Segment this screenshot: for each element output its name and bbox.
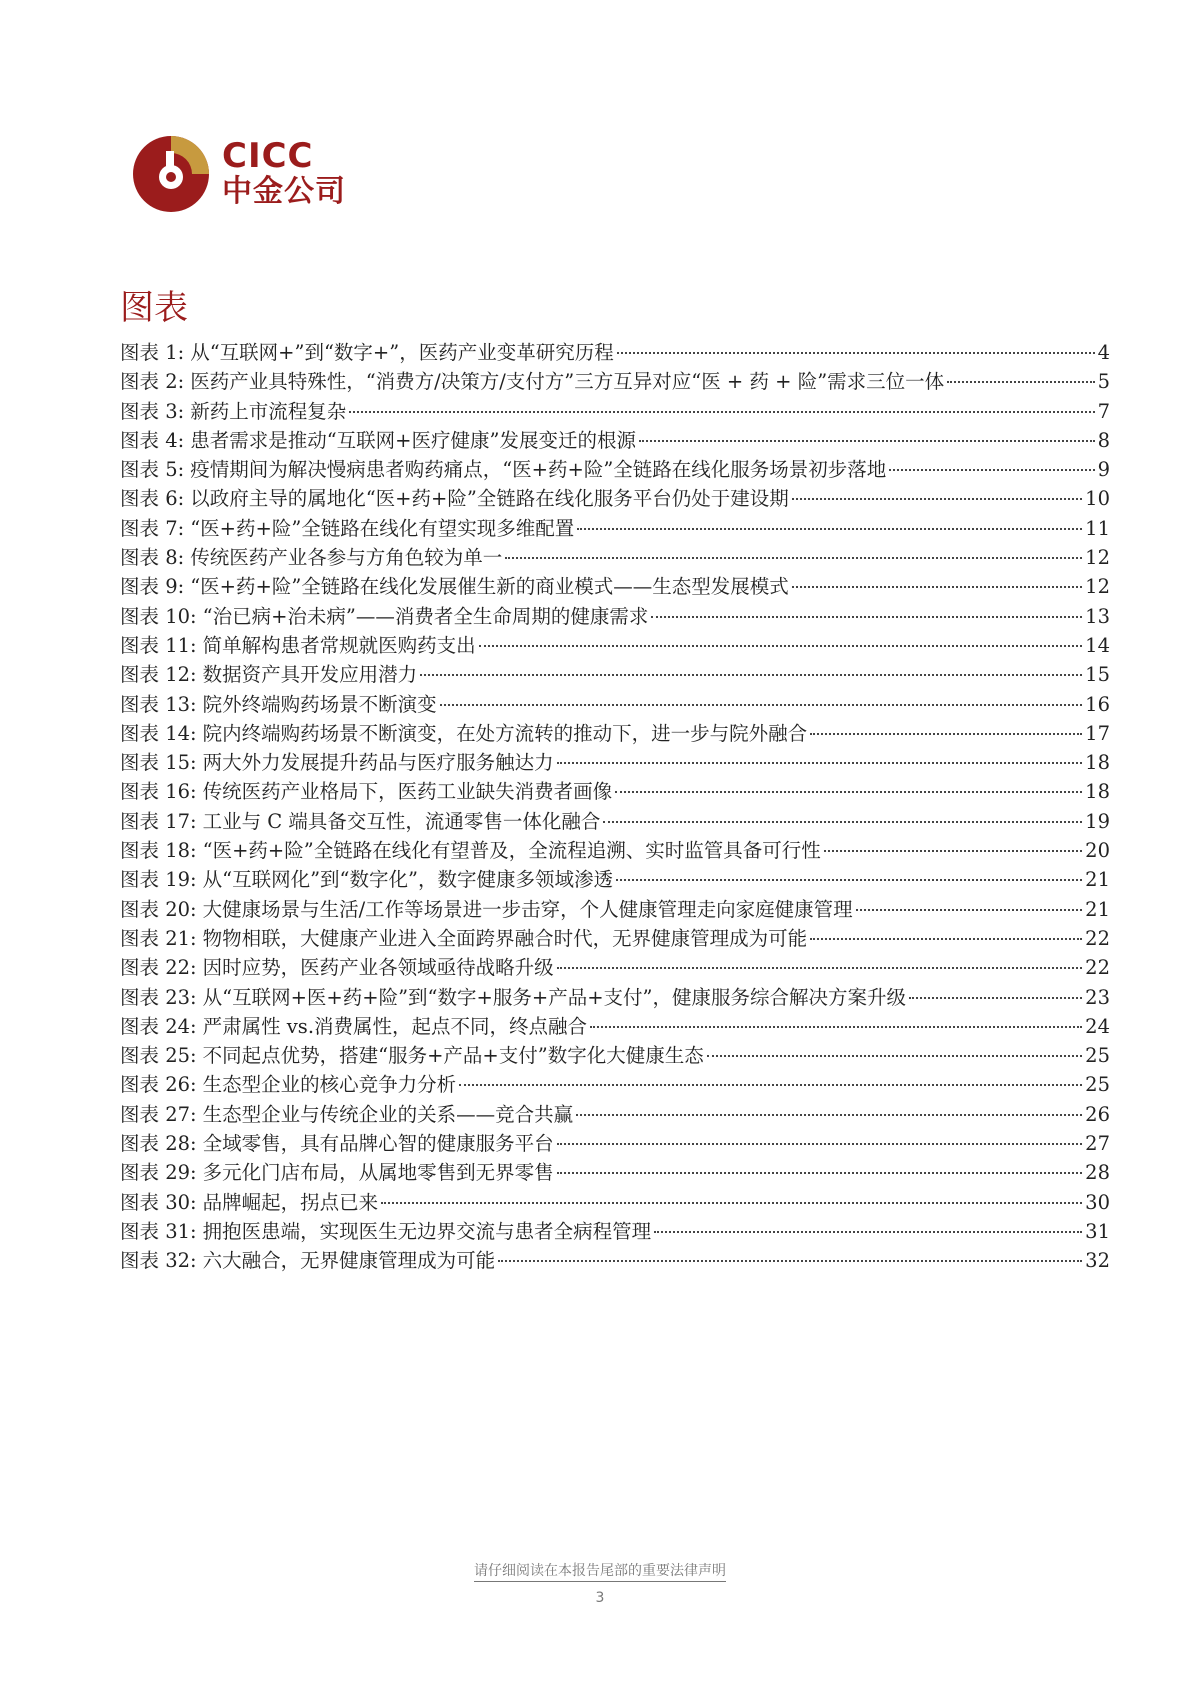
toc-entry-label: 图表 9:	[120, 575, 185, 599]
toc-entry-label: 图表 28:	[120, 1132, 197, 1156]
toc-entry-title: 多元化门店布局，从属地零售到无界零售	[202, 1161, 554, 1185]
toc-dot-leader	[707, 1055, 1082, 1057]
toc-entry-label: 图表 29:	[120, 1161, 197, 1185]
toc-entry-page: 21	[1085, 897, 1110, 921]
toc-entry-page: 10	[1085, 487, 1110, 511]
toc-entry-label: 图表 23:	[120, 985, 197, 1009]
toc-entry-title: 从“互联网+”到“数字+”，医药产业变革研究历程	[190, 341, 614, 364]
toc-entry-title: 不同起点优势，搭建“服务+产品+支付”数字化大健康生态	[202, 1044, 704, 1068]
toc-entry-page: 26	[1085, 1102, 1110, 1126]
page-number: 3	[595, 1590, 605, 1606]
toc-entry-page: 7	[1097, 399, 1110, 423]
toc-entry-page: 15	[1085, 663, 1110, 687]
toc-dot-leader	[440, 704, 1083, 706]
toc-dot-leader	[810, 733, 1082, 735]
toc-entry[interactable]	[120, 953, 1110, 982]
toc-entry-label: 图表 1:	[120, 341, 185, 364]
toc-entry-page: 25	[1085, 1073, 1110, 1097]
legal-disclaimer-note: 请仔细阅读在本报告尾部的重要法律声明	[474, 1560, 726, 1582]
toc-dot-leader	[557, 967, 1083, 969]
toc-entry-page: 30	[1085, 1190, 1110, 1214]
toc-entry[interactable]	[120, 1041, 1110, 1070]
toc-dot-leader	[617, 352, 1095, 354]
toc-entry-label: 图表 21:	[120, 926, 197, 950]
toc-dot-leader	[889, 469, 1094, 471]
toc-dot-leader	[479, 645, 1083, 647]
toc-entry-label: 图表 22:	[120, 956, 197, 980]
toc-entry-page: 18	[1085, 751, 1110, 775]
toc-entry-page: 23	[1085, 985, 1110, 1009]
toc-entry-label: 图表 10:	[120, 604, 197, 628]
toc-entry-title: 严肃属性 vs.消费属性，起点不同，终点融合	[202, 1014, 588, 1038]
toc-entry-page: 32	[1085, 1249, 1110, 1273]
toc-entry-page: 17	[1085, 721, 1110, 745]
toc-entry-title: 因时应势，医药产业各领域亟待战略升级	[202, 956, 554, 980]
toc-entry-page: 5	[1097, 370, 1110, 394]
toc-dot-leader	[349, 411, 1094, 413]
toc-entry-label: 图表 19:	[120, 868, 197, 892]
toc-entry[interactable]	[120, 983, 1110, 1012]
toc-entry[interactable]	[120, 426, 1110, 455]
toc-entry-title: 生态型企业与传统企业的关系——竞合共赢	[202, 1102, 574, 1126]
toc-dot-leader	[654, 1231, 1082, 1233]
figure-list	[120, 338, 1110, 1276]
toc-entry-page: 24	[1085, 1014, 1110, 1038]
toc-entry-title: 简单解构患者常规就医购药支出	[202, 633, 476, 657]
toc-dot-leader	[577, 528, 1082, 530]
toc-entry-title: “治已病+治未病”——消费者全生命周期的健康需求	[202, 604, 649, 628]
toc-entry[interactable]	[120, 455, 1110, 484]
toc-entry-title: 医药产业具特殊性，“消费方/决策方/支付方”三方互异对应“医 + 药 + 险”需求三位一体	[190, 370, 945, 394]
toc-entry[interactable]	[120, 397, 1110, 426]
logo-chinese-name: 中金公司	[222, 174, 346, 209]
cicc-logo-text	[222, 136, 346, 209]
cicc-logo	[130, 133, 370, 215]
toc-dot-leader	[947, 381, 1094, 383]
toc-entry-title: 生态型企业的核心竞争力分析	[202, 1073, 457, 1097]
toc-entry-label: 图表 7:	[120, 516, 185, 540]
toc-entry[interactable]	[120, 807, 1110, 836]
toc-dot-leader	[498, 1260, 1082, 1262]
cicc-logo-mark-icon	[130, 133, 212, 215]
logo-english-name: CICC	[222, 136, 314, 176]
toc-entry[interactable]	[120, 690, 1110, 719]
toc-entry[interactable]	[120, 865, 1110, 894]
toc-entry-title: 从“互联网化”到“数字化”，数字健康多领域渗透	[202, 868, 613, 892]
toc-entry-label: 图表 8:	[120, 546, 185, 570]
toc-entry-page: 19	[1085, 809, 1110, 833]
toc-entry-title: 新药上市流程复杂	[190, 399, 347, 423]
toc-dot-leader	[557, 1143, 1083, 1145]
toc-entry-page: 25	[1085, 1044, 1110, 1068]
toc-entry-title: 六大融合，无界健康管理成为可能	[202, 1249, 496, 1273]
toc-entry-label: 图表 24:	[120, 1014, 197, 1038]
toc-entry-page: 11	[1085, 516, 1110, 540]
toc-entry-label: 图表 11:	[120, 633, 197, 657]
toc-entry-label: 图表 30:	[120, 1190, 197, 1214]
toc-entry[interactable]	[120, 543, 1110, 572]
toc-entry[interactable]	[120, 1129, 1110, 1158]
toc-entry-title: 数据资产具开发应用潜力	[202, 663, 418, 687]
toc-entry[interactable]	[120, 514, 1110, 543]
toc-dot-leader	[576, 1114, 1082, 1116]
toc-entry[interactable]	[120, 719, 1110, 748]
toc-entry-label: 图表 15:	[120, 751, 197, 775]
toc-dot-leader	[590, 1026, 1082, 1028]
toc-entry[interactable]	[120, 367, 1110, 396]
toc-entry-page: 16	[1085, 692, 1110, 716]
toc-entry-label: 图表 5:	[120, 458, 185, 482]
toc-entry-label: 图表 4:	[120, 428, 185, 452]
toc-entry-title: 全域零售，具有品牌心智的健康服务平台	[202, 1132, 554, 1156]
toc-entry-page: 8	[1097, 428, 1110, 452]
toc-entry-title: 两大外力发展提升药品与医疗服务触达力	[202, 751, 554, 775]
toc-entry-label: 图表 25:	[120, 1044, 197, 1068]
toc-entry-title: 品牌崛起，拐点已来	[202, 1190, 379, 1214]
toc-entry[interactable]	[120, 631, 1110, 660]
toc-entry-title: “医+药+险”全链路在线化发展催生新的商业模式——生态型发展模式	[190, 575, 789, 599]
toc-entry[interactable]	[120, 1217, 1110, 1246]
toc-entry[interactable]	[120, 1100, 1110, 1129]
toc-entry-title: 拥抱医患端，实现医生无边界交流与患者全病程管理	[202, 1219, 652, 1243]
toc-entry-label: 图表 18:	[120, 839, 197, 863]
toc-dot-leader	[616, 879, 1082, 881]
section-title: 图表	[120, 288, 188, 328]
toc-entry-title: “医+药+险”全链路在线化有望实现多维配置	[190, 516, 575, 540]
toc-entry-page: 20	[1085, 839, 1110, 863]
toc-dot-leader	[505, 557, 1082, 559]
toc-entry-title: 传统医药产业格局下，医药工业缺失消费者画像	[202, 780, 613, 804]
toc-entry-label: 图表 14:	[120, 721, 197, 745]
toc-entry-page: 12	[1085, 575, 1110, 599]
toc-entry-title: 从“互联网+医+药+险”到“数字+服务+产品+支付”，健康服务综合解决方案升级	[202, 985, 907, 1009]
toc-entry[interactable]	[120, 484, 1110, 513]
toc-dot-leader	[639, 440, 1095, 442]
toc-entry-title: 患者需求是推动“互联网+医疗健康”发展变迁的根源	[190, 428, 636, 452]
toc-dot-leader	[557, 762, 1083, 764]
toc-entry-label: 图表 20:	[120, 897, 197, 921]
toc-dot-leader	[856, 909, 1083, 911]
toc-entry-page: 21	[1085, 868, 1110, 892]
toc-dot-leader	[420, 674, 1082, 676]
toc-entry[interactable]	[120, 338, 1110, 367]
toc-entry[interactable]	[120, 1158, 1110, 1187]
toc-entry-label: 图表 3:	[120, 399, 185, 423]
toc-dot-leader	[459, 1084, 1082, 1086]
toc-entry[interactable]	[120, 602, 1110, 631]
toc-dot-leader	[810, 938, 1082, 940]
toc-entry-title: “医+药+险”全链路在线化有望普及，全流程追溯、实时监管具备可行性	[202, 839, 821, 863]
toc-entry[interactable]	[120, 1188, 1110, 1217]
toc-entry-page: 12	[1085, 546, 1110, 570]
toc-entry[interactable]	[120, 1070, 1110, 1099]
toc-entry[interactable]	[120, 660, 1110, 689]
toc-entry-title: 工业与 C 端具备交互性，流通零售一体化融合	[202, 809, 601, 833]
page-footer	[0, 1560, 1200, 1606]
toc-dot-leader	[381, 1202, 1082, 1204]
toc-entry-label: 图表 32:	[120, 1249, 197, 1273]
toc-entry[interactable]	[120, 1012, 1110, 1041]
toc-entry-label: 图表 31:	[120, 1219, 197, 1243]
toc-entry-page: 27	[1085, 1132, 1110, 1156]
toc-dot-leader	[557, 1172, 1083, 1174]
toc-dot-leader	[909, 997, 1082, 999]
toc-entry-page: 31	[1085, 1219, 1110, 1243]
toc-entry-page: 22	[1085, 956, 1110, 980]
toc-dot-leader	[792, 498, 1082, 500]
toc-entry-label: 图表 17:	[120, 809, 197, 833]
toc-entry-label: 图表 2:	[120, 370, 185, 394]
toc-entry-label: 图表 16:	[120, 780, 197, 804]
toc-entry-page: 13	[1085, 604, 1110, 628]
toc-dot-leader	[603, 821, 1082, 823]
toc-entry-title: 大健康场景与生活/工作等场景进一步击穿，个人健康管理走向家庭健康管理	[202, 897, 853, 921]
toc-entry-page: 18	[1085, 780, 1110, 804]
toc-dot-leader	[824, 850, 1082, 852]
toc-entry-label: 图表 27:	[120, 1102, 197, 1126]
toc-entry-page: 9	[1097, 458, 1110, 482]
toc-dot-leader	[792, 586, 1082, 588]
toc-entry[interactable]	[120, 836, 1110, 865]
toc-entry-title: 疫情期间为解决慢病患者购药痛点，“医+药+险”全链路在线化服务场景初步落地	[190, 458, 887, 482]
toc-entry-page: 14	[1085, 633, 1110, 657]
toc-entry[interactable]	[120, 777, 1110, 806]
toc-entry-title: 传统医药产业各参与方角色较为单一	[190, 546, 503, 570]
toc-entry-label: 图表 13:	[120, 692, 197, 716]
toc-entry-page: 28	[1085, 1161, 1110, 1185]
toc-dot-leader	[615, 791, 1082, 793]
toc-entry-label: 图表 6:	[120, 487, 185, 511]
toc-entry[interactable]	[120, 748, 1110, 777]
toc-entry-label: 图表 12:	[120, 663, 197, 687]
toc-entry-page: 22	[1085, 926, 1110, 950]
toc-entry-title: 院内终端购药场景不断演变，在处方流转的推动下，进一步与院外融合	[202, 721, 808, 745]
toc-entry[interactable]	[120, 924, 1110, 953]
toc-dot-leader	[651, 616, 1082, 618]
toc-entry-title: 院外终端购药场景不断演变	[202, 692, 437, 716]
toc-entry-title: 物物相联，大健康产业进入全面跨界融合时代，无界健康管理成为可能	[202, 926, 808, 950]
toc-entry-title: 以政府主导的属地化“医+药+险”全链路在线化服务平台仍处于建设期	[190, 487, 789, 511]
toc-entry[interactable]	[120, 1246, 1110, 1275]
toc-entry[interactable]	[120, 895, 1110, 924]
toc-entry[interactable]	[120, 572, 1110, 601]
toc-entry-page: 4	[1097, 341, 1110, 364]
toc-entry-label: 图表 26:	[120, 1073, 197, 1097]
